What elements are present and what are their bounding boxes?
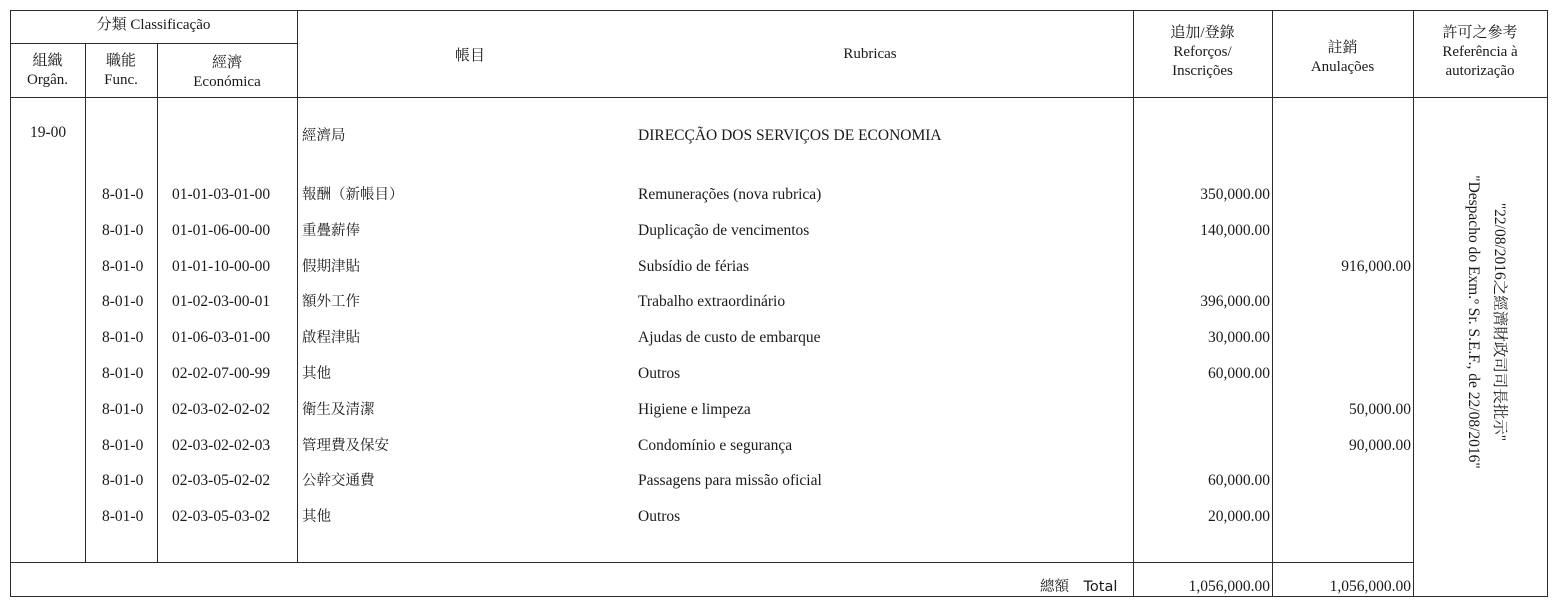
row-item-pt: Subsídio de férias [638,258,750,275]
row-func: 8-01-0 [102,293,144,310]
row-item-pt: Outros [638,508,681,525]
rule-total-top [10,562,1413,563]
total-reinforce: 1,056,000.00 [1188,578,1270,595]
authorization-line-zh: "22/08/2016之經濟財政司司長批示" [1491,202,1508,442]
row-econ: 01-01-10-00-00 [172,258,271,275]
row-reinforce: 60,000.00 [1208,365,1270,382]
row-econ: 01-02-03-00-01 [172,293,271,310]
row-func: 8-01-0 [102,508,144,525]
header-item-zh: 帳目 [454,48,485,64]
row-item-pt: Higiene e limpeza [638,401,751,418]
header-cancel: 註銷 Anulações [1310,40,1375,75]
header-rubricas: Rubricas [843,46,897,62]
org-name-zh: 經濟局 [302,128,346,144]
header-func: 職能 Func. [104,53,138,88]
row-cancel: 916,000.00 [1341,258,1411,275]
row-cancel: 90,000.00 [1349,437,1411,454]
header-econ: 經濟 Económica [193,55,261,90]
rule-econ [297,10,298,562]
row-item-zh: 額外工作 [302,294,360,310]
row-econ: 02-02-07-00-99 [172,365,271,382]
row-item-zh: 衛生及清潔 [302,402,375,418]
rule-cancel-left [1272,10,1273,597]
row-reinforce: 60,000.00 [1208,472,1270,489]
row-func: 8-01-0 [102,329,144,346]
row-item-pt: Passagens para missão oficial [638,472,822,489]
rule-top-right [297,10,1547,11]
row-item-zh: 重疊薪俸 [302,223,360,239]
row-cancel: 50,000.00 [1349,401,1411,418]
row-econ: 02-03-02-02-02 [172,401,271,418]
row-econ: 01-06-03-01-00 [172,329,271,346]
org-name-pt: DIRECÇÃO DOS SERVIÇOS DE ECONOMIA [638,127,942,144]
header-classification: 分類 Classificação [96,17,211,33]
row-func: 8-01-0 [102,401,144,418]
rule-reference-left [1413,10,1414,597]
rule-classification [10,43,297,44]
row-item-pt: Duplicação de vencimentos [638,222,810,239]
row-econ: 02-03-02-02-03 [172,437,271,454]
total-label: 總額 Total [1040,579,1118,595]
row-item-zh: 啟程津貼 [302,330,360,346]
row-func: 8-01-0 [102,186,144,203]
row-item-zh: 其他 [302,366,331,382]
row-reinforce: 350,000.00 [1200,186,1270,203]
rule-func [157,43,158,562]
org-code: 19-00 [30,124,67,141]
row-func: 8-01-0 [102,472,144,489]
row-func: 8-01-0 [102,365,144,382]
row-econ: 02-03-05-03-02 [172,508,271,525]
row-reinforce: 396,000.00 [1200,293,1270,310]
row-item-zh: 報酬（新帳目） [302,187,404,203]
rule-header-bottom [10,97,1547,98]
row-reinforce: 30,000.00 [1208,329,1270,346]
row-item-pt: Remunerações (nova rubrica) [638,186,822,203]
authorization-line-pt: "Despacho do Exm.º Sr. S.E.F., de 22/08/2016" [1465,175,1482,469]
row-item-zh: 公幹交通費 [302,473,375,489]
header-reinforce: 追加/登錄 Reforços/ Inscrições [1170,25,1235,79]
row-func: 8-01-0 [102,258,144,275]
row-reinforce: 20,000.00 [1208,508,1270,525]
row-item-pt: Condomínio e segurança [638,437,793,454]
row-econ: 02-03-05-02-02 [172,472,271,489]
rule-top [10,10,297,11]
row-func: 8-01-0 [102,437,144,454]
rule-left [10,10,11,597]
row-item-zh: 假期津貼 [302,259,360,275]
row-item-pt: Ajudas de custo de embarque [638,329,821,346]
rule-right [1547,10,1548,597]
header-reference: 許可之參考 Referência à autorização [1442,25,1518,79]
header-organ: 組織 Orgân. [27,53,68,88]
row-func: 8-01-0 [102,222,144,239]
row-econ: 01-01-03-01-00 [172,186,271,203]
row-econ: 01-01-06-00-00 [172,222,271,239]
rule-organ [85,43,86,562]
row-item-pt: Trabalho extraordinário [638,293,786,310]
row-item-zh: 管理費及保安 [302,438,389,454]
row-item-pt: Outros [638,365,681,382]
total-cancel: 1,056,000.00 [1329,578,1411,595]
row-item-zh: 其他 [302,509,331,525]
row-reinforce: 140,000.00 [1200,222,1270,239]
